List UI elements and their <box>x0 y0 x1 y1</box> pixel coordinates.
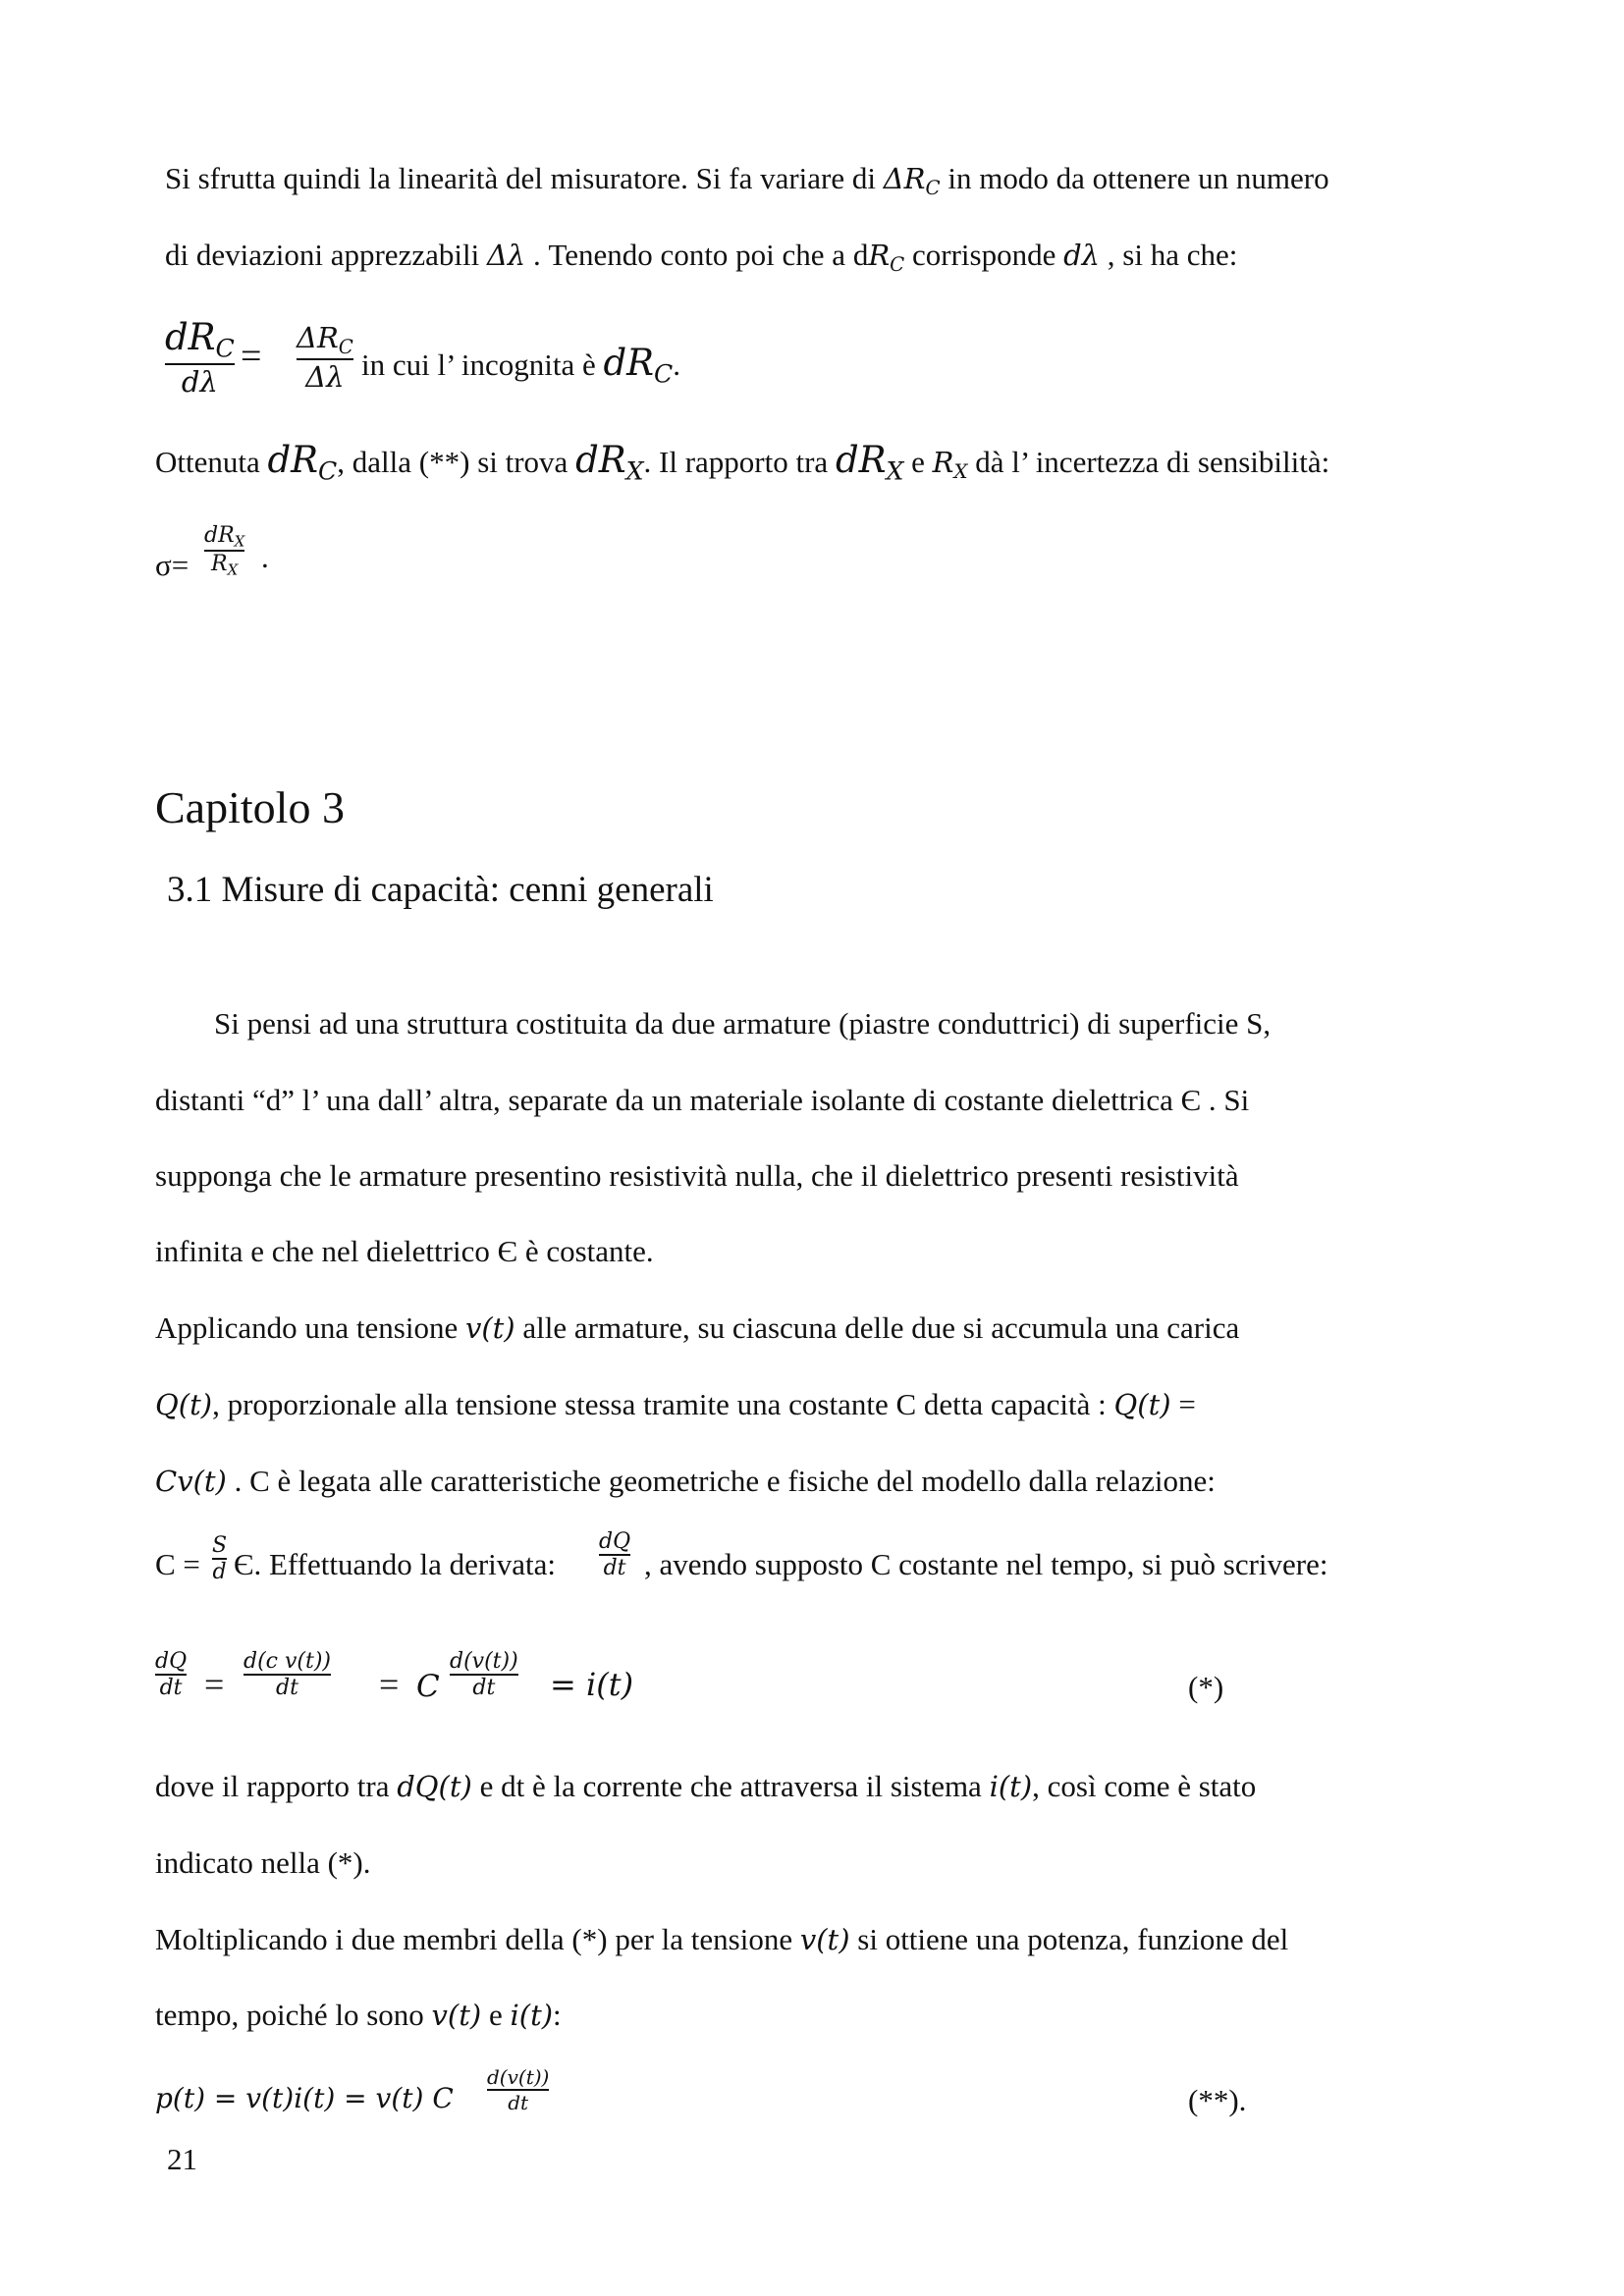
text-line: in cui l’ incognita è $dR_C$. <box>361 342 681 389</box>
text-line: Moltiplicando i due membri della (*) per la tensione v(t) si ottiene una potenza, funzione del <box>155 1922 1289 1956</box>
equation-tag: (*) <box>1188 1670 1224 1704</box>
math-delta-rc: $\Delta R_C$ <box>883 162 941 199</box>
math-fraction: dQ dt <box>599 1529 631 1580</box>
math-fraction: $dR_X$ $R_X$ <box>204 523 245 579</box>
sigma-symbol: σ= <box>155 548 189 582</box>
text-line: di deviazioni apprezzabili Δλ . Tenendo conto poi che a $dR_C$ corrisponde dλ , si ha che: <box>165 238 1238 276</box>
text-line: Q(t), proporzionale alla tensione stessa tramite una costante C detta capacità : Q(t) = <box>155 1387 1196 1421</box>
text-line: tempo, poiché lo sono v(t) e i(t): <box>155 1998 562 2032</box>
text-line: Ottenuta $dR_C$, dalla (**) si trova $dR_X$. Il rapporto tra $dR_X$ e $R_X$ dà l’ incertezza di sensibilità: <box>155 439 1330 486</box>
page-number: 21 <box>167 2142 197 2176</box>
text-line: Applicando una tensione v(t) alle armature, su ciascuna delle due si accumula una carica <box>155 1310 1240 1345</box>
text-line: , avendo supposto C costante nel tempo, si può scrivere: <box>644 1547 1328 1581</box>
text-line: supponga che le armature presentino resistività nulla, che il dielettrico presenti resistività <box>155 1158 1239 1193</box>
text-line: Cv(t) . C è legata alle caratteristiche geometriche e fisiche del modello dalla relazione: <box>155 1464 1216 1498</box>
text-line: indicato nella (*). <box>155 1845 371 1880</box>
text-line: dove il rapporto tra dQ(t) e dt è la corrente che attraversa il sistema i(t), così come è stato <box>155 1769 1257 1803</box>
section-title: 3.1 Misure di capacità: cenni generali <box>167 870 714 910</box>
text-line: C = <box>155 1547 200 1581</box>
text-line: infinita e che nel dielettrico Є è costante. <box>155 1234 654 1268</box>
math-fraction: d(v(t)) dt <box>487 2065 550 2114</box>
math-fraction: d(c v(t)) dt <box>244 1649 331 1700</box>
equals-sign: = <box>241 336 262 377</box>
text-line: Si sfrutta quindi la linearità del misuratore. Si fa variare di $\Delta R_C$ in modo da ottenere un numero <box>165 161 1329 199</box>
chapter-title: Capitolo 3 <box>155 782 345 832</box>
text-line: Є. Effettuando la derivata: <box>234 1547 557 1581</box>
math-fraction: $\Delta R_C$ Δλ <box>297 321 353 394</box>
math-fraction: S d <box>212 1533 228 1584</box>
math-fraction: $dR_C$ dλ <box>165 316 235 399</box>
equation-tag: (**). <box>1188 2083 1247 2117</box>
text-line: Si pensi ad una struttura costituita da due armature (piastre conduttrici) di superficie S, <box>214 1006 1272 1041</box>
text-line: distanti “d” l’ una dall’ altra, separate da un materiale isolante di costante dielettrica Є . Si <box>155 1083 1250 1117</box>
math-fraction: dQ dt <box>155 1649 188 1700</box>
math-fraction: d(v(t)) dt <box>450 1649 518 1700</box>
